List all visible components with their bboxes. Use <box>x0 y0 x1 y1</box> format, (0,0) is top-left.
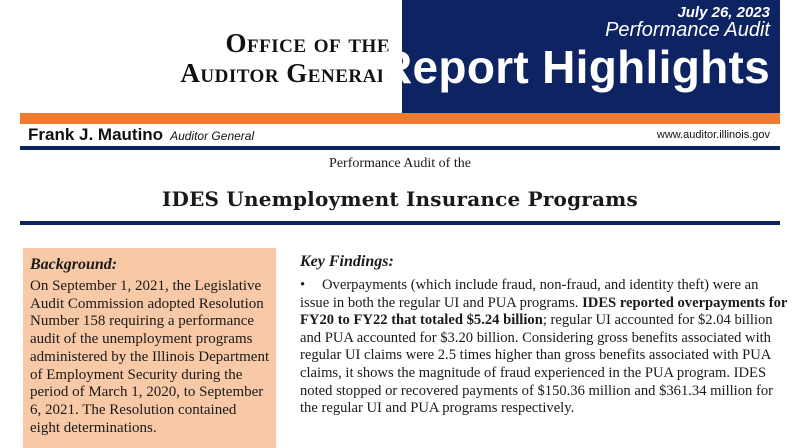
background-heading: Background: <box>30 256 118 273</box>
office-line-1: Office of the <box>225 28 390 58</box>
key-finding-item <box>300 277 790 418</box>
finding-text-1: Overpayments (which include fraud, non-fraud, and identity theft) were an issue in both the regular UI and PUA programs. <box>300 277 759 311</box>
subtitle-line-2: IDES Unemployment Insurance Programs <box>161 187 638 211</box>
report-title: Report Highlights <box>379 41 770 93</box>
report-date: July 26, 2023 <box>677 4 770 21</box>
office-line-2: Auditor General <box>180 58 390 88</box>
orange-divider <box>20 113 780 124</box>
key-findings-heading: Key Findings: <box>300 253 394 270</box>
auditor-row <box>28 125 780 146</box>
finding-text-bold: IDES reported overpayments for FY20 to FY22 that totaled $5.24 billion <box>300 294 788 329</box>
key-findings <box>300 253 790 418</box>
background-box <box>23 248 276 448</box>
auditor-name: Frank J. Mautino <box>28 125 164 144</box>
website-link[interactable]: www.auditor.illinois.gov <box>656 129 770 141</box>
auditor-role: Auditor General <box>170 129 255 143</box>
report-banner <box>379 0 780 113</box>
navy-divider-bottom <box>20 221 780 225</box>
background-text: On September 1, 2021, the Legislative Audit Commission adopted Resolution Number 158 requiring a performance audit of the unemployment programs administered by the Illinois Department of Employment Security during the period of March 1, 2020, to September 6, 2021. The Resolution contained eight determinations. <box>30 278 270 436</box>
report-type: Performance Audit <box>605 19 770 41</box>
navy-divider-top <box>20 146 780 150</box>
subtitle-line-1: Performance Audit of the <box>329 156 471 171</box>
finding-text-2: ; regular UI accounted for $2.04 billion and PUA accounted for $3.20 billion. Considering gross benefits associated with regular UI claims were 2.5 times higher than gross benefits associated with PUA claims, it shows the magnitude of fraud experienced in the PUA program. IDES noted stopped or recovered payments of $150.36 million and $361.34 million for the regular UI and PUA programs respectively. <box>300 312 773 417</box>
office-title <box>150 28 390 88</box>
bullet-icon: • <box>300 277 306 293</box>
